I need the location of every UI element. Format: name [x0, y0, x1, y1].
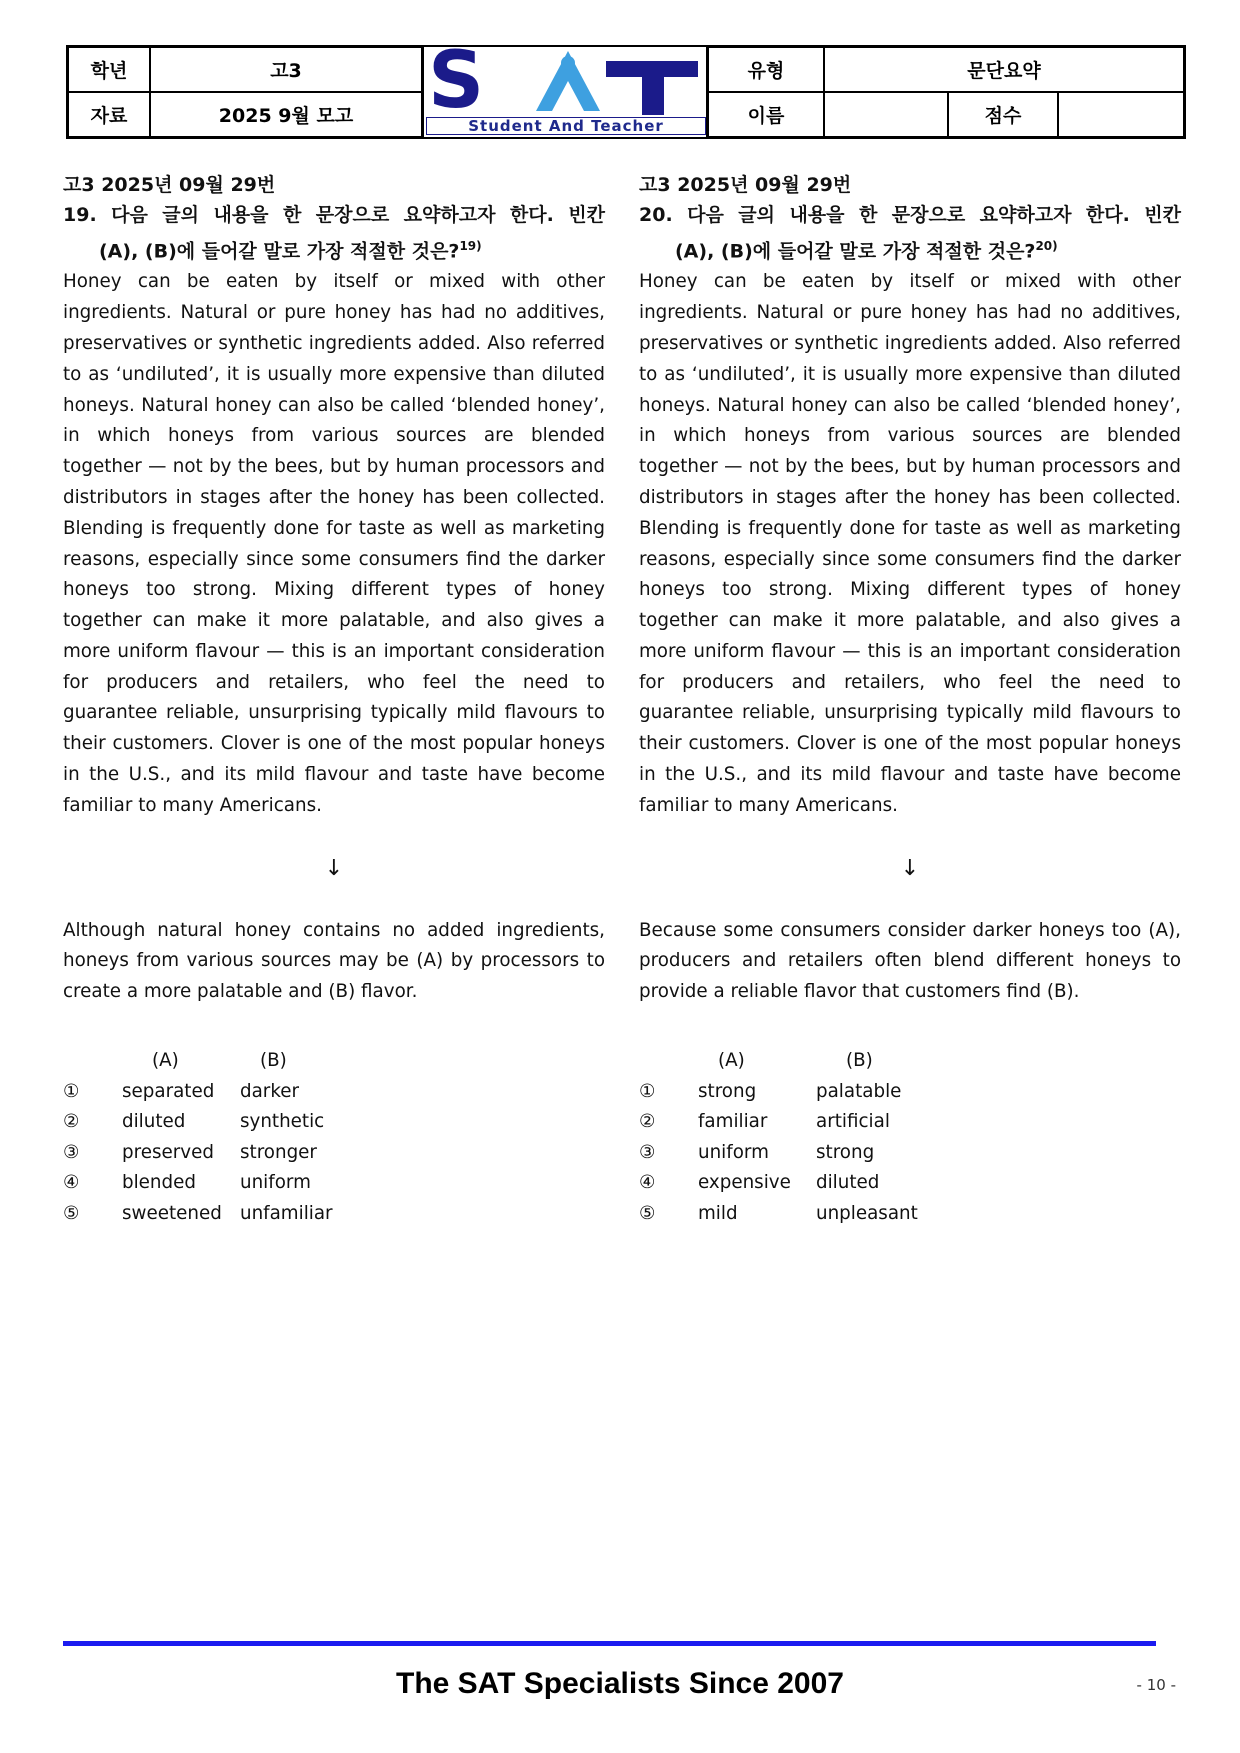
question-20	[639, 170, 1181, 1229]
question-19	[63, 170, 605, 1229]
summary-sentence: Although natural honey contains no added ingredients, honeys from various sources may be (A) by processors to create a more palatable and (B) flavor.	[63, 919, 605, 1003]
score-field[interactable]	[1058, 92, 1184, 137]
down-arrow-icon: ↓	[900, 855, 920, 881]
name-field[interactable]	[824, 92, 948, 137]
choice-2[interactable]	[639, 1107, 1181, 1138]
choice-a: diluted	[122, 1111, 186, 1133]
question-source: 고3 2025년 09월 29번	[639, 174, 852, 196]
footnote-marker: 20)	[1035, 239, 1058, 253]
choice-b: synthetic	[240, 1111, 325, 1133]
choice-a: strong	[698, 1080, 757, 1102]
choice-1[interactable]	[63, 1077, 605, 1108]
grade-label: 학년	[68, 47, 150, 92]
choice-1[interactable]	[639, 1077, 1181, 1108]
page-number: - 10 -	[1136, 1676, 1176, 1694]
choice-b: palatable	[816, 1080, 902, 1102]
logo-letter-t-stem	[642, 61, 664, 115]
choice-number: ③	[63, 1141, 80, 1163]
column-b-label: (B)	[260, 1050, 287, 1072]
logo-letter-s: S	[428, 47, 485, 117]
choice-number: ⑤	[639, 1202, 656, 1224]
choice-b: artificial	[816, 1111, 890, 1133]
footer-tagline: The SAT Specialists Since 2007	[396, 1667, 844, 1700]
choice-a: separated	[122, 1080, 215, 1102]
instruction-text: (A), (B)에 들어갈 말로 가장 적절한 것은?	[675, 240, 1036, 263]
choice-b: stronger	[240, 1141, 317, 1163]
choice-3[interactable]	[639, 1138, 1181, 1169]
choice-number: ①	[639, 1080, 656, 1102]
choices-header	[639, 1046, 1181, 1077]
logo-subtitle: Student And Teacher	[426, 117, 706, 135]
choice-a: expensive	[698, 1172, 791, 1194]
type-value: 문단요약	[824, 47, 1184, 92]
choice-number: ⑤	[63, 1202, 80, 1224]
choice-number: ①	[63, 1080, 80, 1102]
choice-a: uniform	[698, 1141, 769, 1163]
choice-b: unpleasant	[816, 1202, 918, 1224]
name-label: 이름	[708, 92, 824, 137]
choice-5[interactable]	[639, 1199, 1181, 1230]
score-label: 점수	[948, 92, 1058, 137]
question-instruction-line2	[639, 231, 1181, 267]
grade-value: 고3	[150, 47, 422, 92]
logo-figure-head	[561, 56, 575, 70]
choice-b: uniform	[240, 1172, 311, 1194]
passage: Honey can be eaten by itself or mixed with other ingredients. Natural or pure honey has had no additives, preservatives or synthetic ingredients added. Also referred to as ‘undiluted’, it is usually more expensive than diluted honeys. Natural honey can also be called ‘blended honey’, in which honeys from various sources are blended together — not by the bees, but by human processors and distributors in stages after the honey has been collected. Blending is frequently done for taste as well as marketing reasons, especially since some consumers find the darker honeys too strong. Mixing different types of honey together can make it more palatable, and also gives a more uniform flavour — this is an important consideration for producers and retailers, who feel the need to guarantee reliable, unsurprising typically mild flavours to their customers. Clover is one of the most popular honeys in the U.S., and its mild flavour and taste have become familiar to many Americans.	[63, 271, 605, 816]
type-label: 유형	[708, 47, 824, 92]
question-instruction-line2	[63, 231, 605, 267]
column-a-label: (A)	[718, 1050, 745, 1072]
answer-choices	[63, 1046, 605, 1229]
passage: Honey can be eaten by itself or mixed with other ingredients. Natural or pure honey has had no additives, preservatives or synthetic ingredients added. Also referred to as ‘undiluted’, it is usually more expensive than diluted honeys. Natural honey can also be called ‘blended honey’, in which honeys from various sources are blended together — not by the bees, but by human processors and distributors in stages after the honey has been collected. Blending is frequently done for taste as well as marketing reasons, especially since some consumers find the darker honeys too strong. Mixing different types of honey together can make it more palatable, and also gives a more uniform flavour — this is an important consideration for producers and retailers, who feel the need to guarantee reliable, unsurprising typically mild flavours to their customers. Clover is one of the most popular honeys in the U.S., and its mild flavour and taste have become familiar to many Americans.	[639, 271, 1181, 816]
choice-3[interactable]	[63, 1138, 605, 1169]
question-source: 고3 2025년 09월 29번	[63, 174, 276, 196]
choice-number: ②	[639, 1111, 656, 1133]
material-label: 자료	[68, 92, 150, 137]
choice-b: unfamiliar	[240, 1202, 333, 1224]
choice-b: strong	[816, 1141, 875, 1163]
choices-header	[63, 1046, 605, 1077]
material-value: 2025 9월 모고	[150, 92, 422, 137]
summary-sentence: Because some consumers consider darker honeys too (A), producers and retailers often blend different honeys to provide a reliable flavor that customers find (B).	[639, 919, 1181, 1003]
down-arrow-icon: ↓	[324, 855, 344, 881]
choice-number: ②	[63, 1111, 80, 1133]
choice-number: ③	[639, 1141, 656, 1163]
choice-4[interactable]	[63, 1168, 605, 1199]
question-instruction-line1: 20. 다음 글의 내용을 한 문장으로 요약하고자 한다. 빈칸	[639, 204, 1181, 226]
footer-divider	[63, 1641, 1156, 1646]
choice-a: mild	[698, 1202, 738, 1224]
instruction-text: (A), (B)에 들어갈 말로 가장 적절한 것은?	[99, 240, 460, 263]
choice-2[interactable]	[63, 1107, 605, 1138]
choice-number: ④	[63, 1172, 80, 1194]
header-table	[66, 45, 1186, 139]
choice-number: ④	[639, 1172, 656, 1194]
sat-logo-graphic	[424, 47, 706, 117]
choice-5[interactable]	[63, 1199, 605, 1230]
answer-choices	[639, 1046, 1181, 1229]
question-instruction-line1: 19. 다음 글의 내용을 한 문장으로 요약하고자 한다. 빈칸	[63, 204, 605, 226]
footnote-marker: 19)	[459, 239, 482, 253]
column-a-label: (A)	[152, 1050, 179, 1072]
choice-b: darker	[240, 1080, 300, 1102]
sat-logo	[422, 47, 708, 137]
column-b-label: (B)	[846, 1050, 873, 1072]
choice-a: blended	[122, 1172, 196, 1194]
choice-a: preserved	[122, 1141, 214, 1163]
choice-a: familiar	[698, 1111, 768, 1133]
choice-a: sweetened	[122, 1202, 222, 1224]
choice-b: diluted	[816, 1172, 880, 1194]
choice-4[interactable]	[639, 1168, 1181, 1199]
